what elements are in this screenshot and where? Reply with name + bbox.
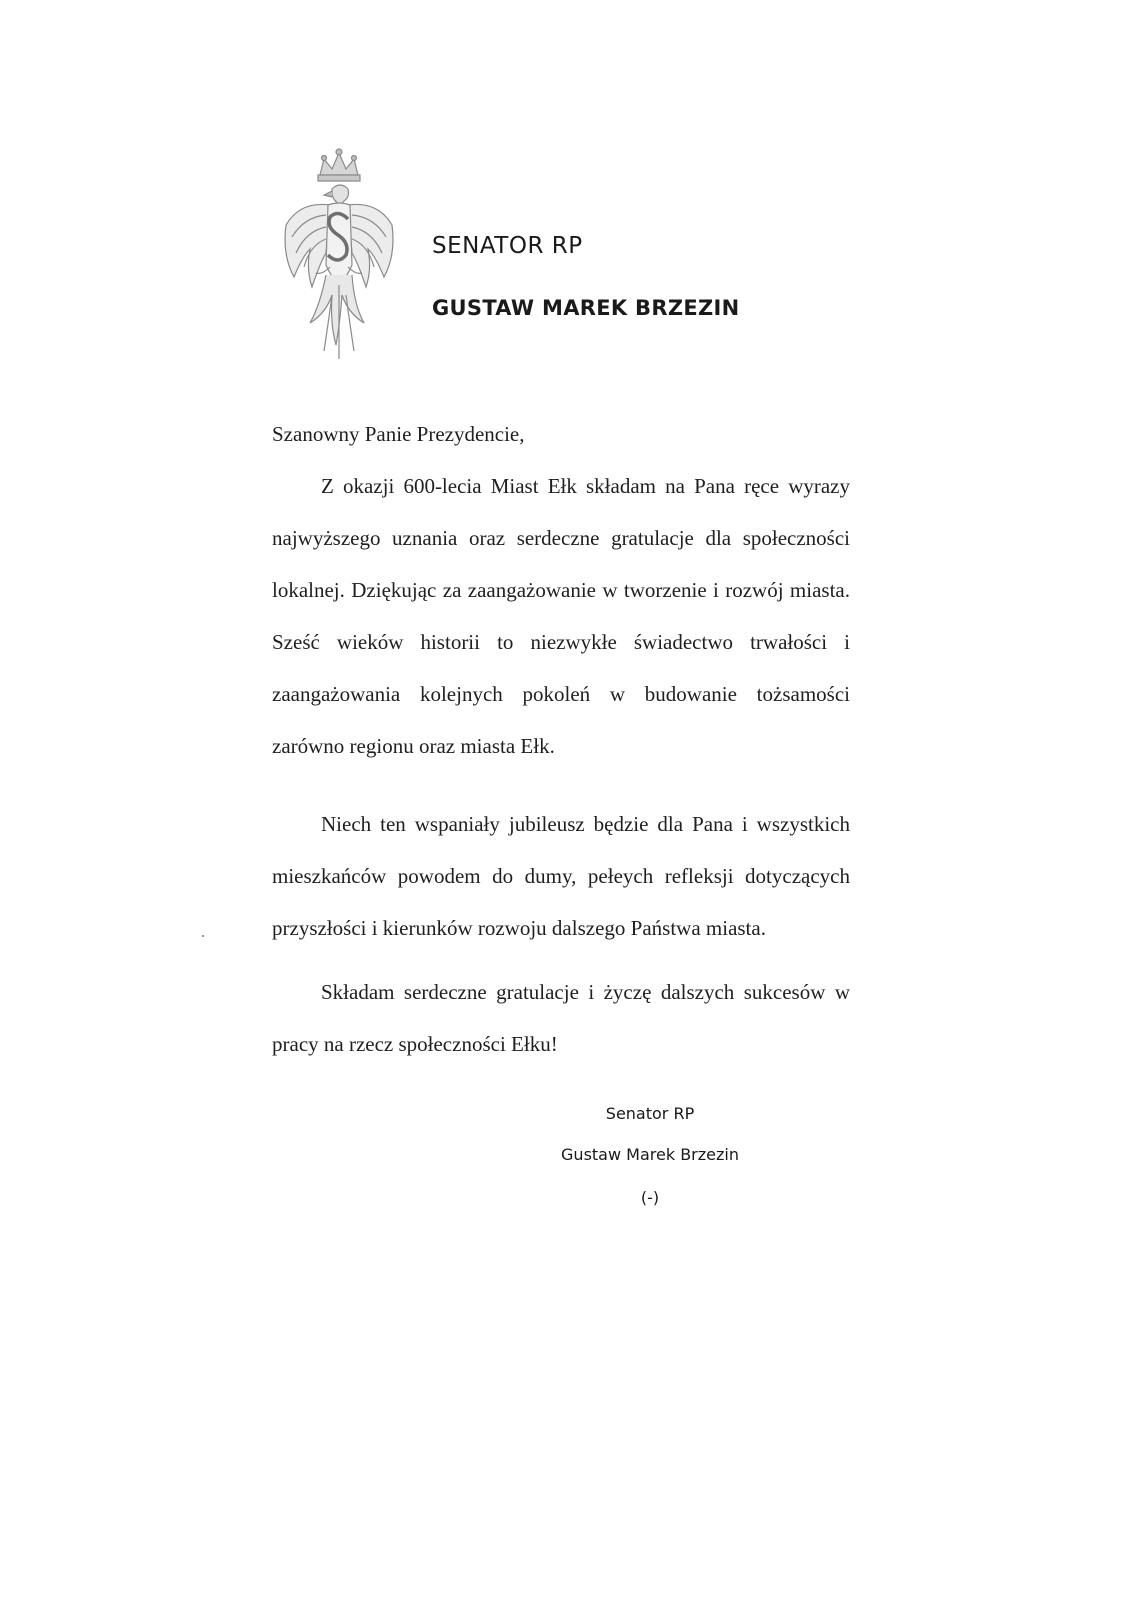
letter-greeting: Szanowny Panie Prezydencie, — [272, 422, 525, 446]
sender-name: GUSTAW MAREK BRZEZIN — [432, 296, 740, 320]
letter-paragraph-3: Składam serdeczne gratulacje i życzę dalszych sukcesów w pracy na rzecz społeczności Ełku! — [272, 980, 850, 1056]
letter-paragraph-1: Z okazji 600-lecia Miast Ełk składam na Pana ręce wyrazy najwyższego uznania oraz serdeczne gratulacje dla społeczności lokalnej. Dziękując za zaangażowanie w tworzenie i rozwój miasta. Sześć wieków historii to niezwykłe świadectwo trwałości i zaangażowania kolejnych pokoleń w budowanie tożsamości zarówno regionu oraz miasta Ełk. — [272, 474, 850, 758]
signature-title: Senator RP — [605, 1104, 695, 1123]
signature-mark: (-) — [640, 1188, 660, 1207]
signature-name: Gustaw Marek Brzezin — [561, 1145, 739, 1164]
scan-speck — [202, 935, 204, 937]
letter-paragraph-2: Niech ten wspaniały jubileusz będzie dla Pana i wszystkich mieszkańców powodem do dumy, pełeych refleksji dotyczących przyszłości i kierunków rozwoju dalszego Państwa miasta. — [272, 812, 850, 940]
sender-title: SENATOR RP — [432, 233, 583, 259]
crowned-eagle-emblem-icon — [280, 145, 398, 363]
